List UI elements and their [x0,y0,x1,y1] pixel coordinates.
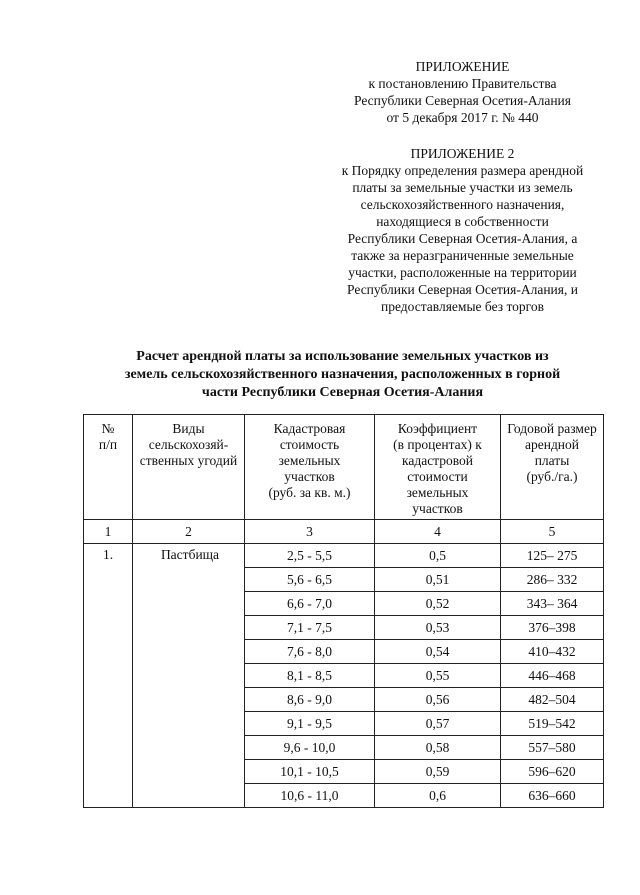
annual-rent-cell: 519–542 [501,712,604,736]
document-title-line: земель сельскохозяйственного назначения, расположенных в горной [124,367,561,382]
header-text: земельных [406,485,469,500]
column-number-row [84,520,604,544]
annual-rent-cell: 446–468 [501,664,604,688]
document-title-line: Расчет арендной платы за использование земельных участков из [136,349,549,364]
coefficient-cell: 0,58 [375,736,501,760]
column-number: 2 [133,520,245,544]
appendix2-line: платы за земельные участки из земель [352,180,573,195]
header-text: сельскохозяй- [148,437,229,452]
appendix-header [300,58,625,126]
appendix-line: Республики Северная Осетия-Алания [354,93,571,108]
document-title-line: части Республики Северная Осетия-Алания [201,385,484,400]
column-number: 5 [501,520,604,544]
header-text: участков [284,469,335,484]
appendix-date-line: от 5 декабря 2017 г. № 440 [386,110,539,125]
column-number: 3 [245,520,375,544]
cadastral-cell: 5,6 - 6,5 [245,568,375,592]
coefficient-cell: 0,5 [375,544,501,568]
header-coefficient [375,415,501,520]
cadastral-cell: 7,1 - 7,5 [245,616,375,640]
header-land-type [133,415,245,520]
header-text: участков [412,501,463,516]
header-annual-rent [501,415,604,520]
cadastral-cell: 7,6 - 8,0 [245,640,375,664]
annual-rent-cell: 636–660 [501,784,604,808]
cadastral-cell: 9,6 - 10,0 [245,736,375,760]
coefficient-cell: 0,53 [375,616,501,640]
cadastral-cell: 8,1 - 8,5 [245,664,375,688]
annual-rent-cell: 596–620 [501,760,604,784]
appendix-title: ПРИЛОЖЕНИЕ [415,59,510,74]
cadastral-cell: 6,6 - 7,0 [245,592,375,616]
header-text: (руб./га.) [526,469,578,484]
coefficient-cell: 0,6 [375,784,501,808]
header-text: Годовой размер [507,421,597,436]
appendix-line: к постановлению Правительства [368,76,557,91]
appendix2-title: ПРИЛОЖЕНИЕ 2 [410,146,515,161]
cadastral-cell: 10,6 - 11,0 [245,784,375,808]
cadastral-cell: 2,5 - 5,5 [245,544,375,568]
appendix2-line: Республики Северная Осетия-Алания, и [347,282,578,297]
annual-rent-cell: 286– 332 [501,568,604,592]
land-type-cell: Пастбища [133,544,245,808]
annual-rent-cell: 410–432 [501,640,604,664]
header-text: ственных угодий [139,453,238,468]
header-text: п/п [98,437,118,452]
table-header-row [84,415,604,520]
appendix2-line: участки, расположенные на территории [348,265,577,280]
header-number [84,415,133,520]
rent-table [83,414,604,808]
row-number: 1. [84,544,133,808]
column-number: 1 [84,520,133,544]
appendix2-line: сельскохозяйственного назначения, [360,197,565,212]
appendix2-line: к Порядку определения размера арендной [341,163,584,178]
appendix2-header [300,145,625,315]
appendix2-line: предоставляемые без торгов [380,299,544,314]
coefficient-cell: 0,54 [375,640,501,664]
header-text: Виды [172,421,205,436]
header-cadastral-value [245,415,375,520]
table-row [84,544,604,568]
annual-rent-cell: 343– 364 [501,592,604,616]
appendix2-line: Республики Северная Осетия-Алания, а [347,231,578,246]
column-number: 4 [375,520,501,544]
header-text: Кадастровая [273,421,346,436]
header-text: земельных [278,453,341,468]
coefficient-cell: 0,52 [375,592,501,616]
cadastral-cell: 10,1 - 10,5 [245,760,375,784]
coefficient-cell: 0,56 [375,688,501,712]
header-text: кадастровой [401,453,474,468]
coefficient-cell: 0,57 [375,712,501,736]
annual-rent-cell: 376–398 [501,616,604,640]
annual-rent-cell: 482–504 [501,688,604,712]
annual-rent-cell: 125– 275 [501,544,604,568]
header-text: № [101,421,115,436]
coefficient-cell: 0,55 [375,664,501,688]
coefficient-cell: 0,59 [375,760,501,784]
header-text: (руб. за кв. м.) [268,485,351,500]
header-text: платы [534,453,570,468]
header-text: стоимость [279,437,340,452]
document-title [80,348,605,402]
cadastral-cell: 8,6 - 9,0 [245,688,375,712]
appendix2-line: также за неразграниченные земельные [351,248,574,263]
header-text: Коэффициент [397,421,478,436]
header-text: стоимости [407,469,468,484]
cadastral-cell: 9,1 - 9,5 [245,712,375,736]
header-text: (в процентах) к [393,437,482,452]
coefficient-cell: 0,51 [375,568,501,592]
annual-rent-cell: 557–580 [501,736,604,760]
appendix2-line: находящиеся в собственности [376,214,549,229]
header-text: арендной [524,437,580,452]
